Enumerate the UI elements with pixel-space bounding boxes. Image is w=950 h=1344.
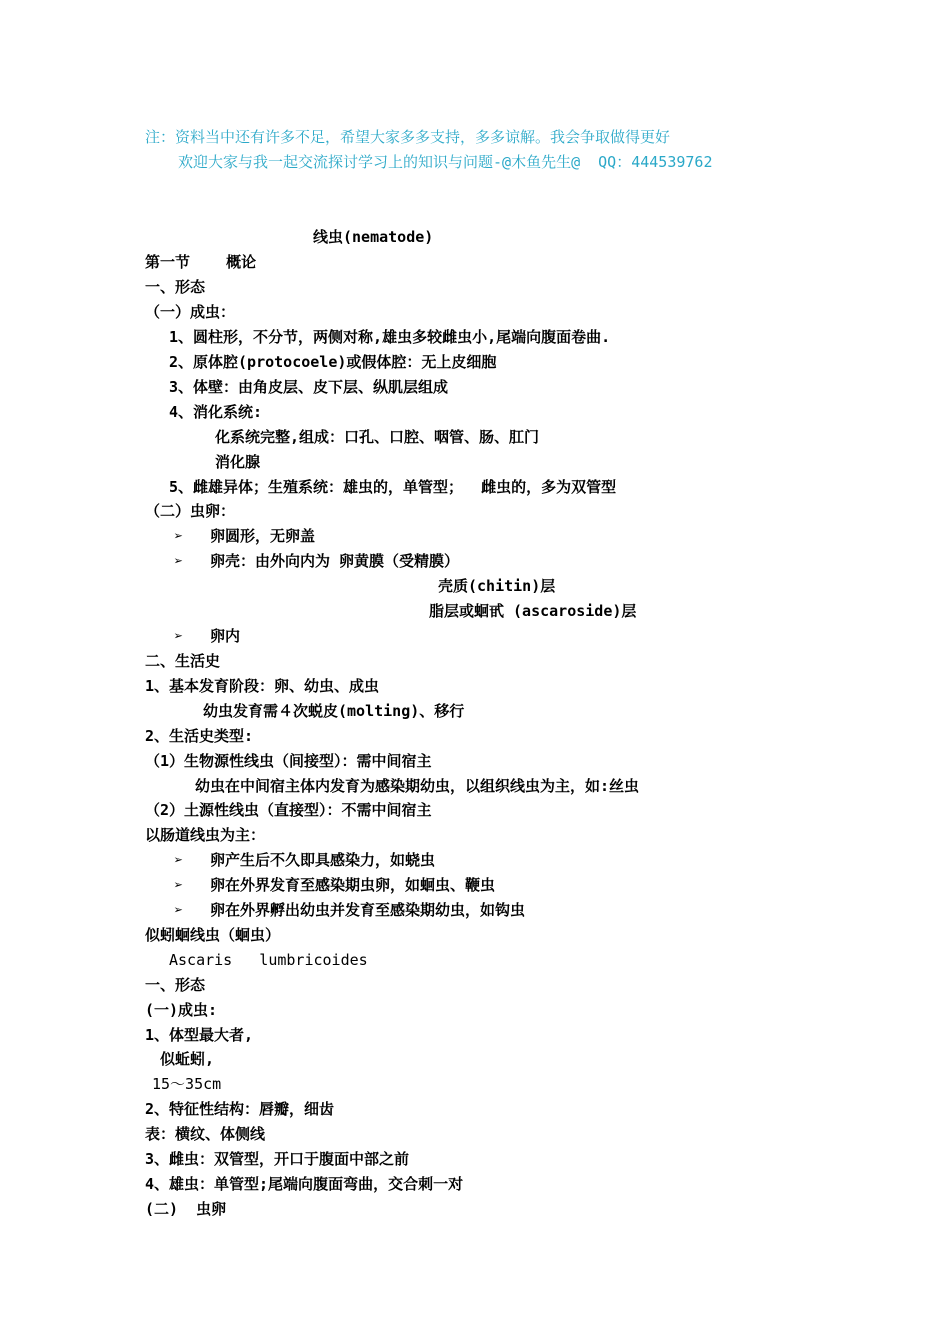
subheading-adult: （一）成虫： bbox=[145, 303, 236, 321]
text-line: 2、生活史类型: bbox=[145, 727, 254, 745]
text-line: 4、雄虫：单管型;尾端向腹面弯曲，交合刺一对 bbox=[145, 1175, 464, 1193]
text-line: 2、原体腔(protocoele)或假体腔：无上皮细胞 bbox=[169, 353, 497, 371]
text-line: 似蚯蚓, bbox=[160, 1050, 215, 1068]
note-line-1: 注：资料当中还有许多不足，希望大家多多支持，多多谅解。我会争取做得更好 bbox=[145, 128, 671, 146]
heading-ascaris: 似蚓蛔线虫（蛔虫） bbox=[145, 926, 281, 944]
subheading-adult-2: (一)成虫: bbox=[145, 1001, 218, 1019]
subheading-egg-2: (二) 虫卵 bbox=[145, 1200, 227, 1218]
bullet-item: ➢ 卵壳：由外向内为 卵黄膜（受精膜） bbox=[174, 551, 459, 571]
text-line: 化系统完整,组成：口孔、口腔、咽管、肠、肛门 bbox=[215, 428, 540, 446]
heading-morphology: 一、形态 bbox=[145, 278, 206, 296]
bullet-item: ➢ 卵圆形，无卵盖 bbox=[174, 526, 315, 546]
text-line: 4、消化系统: bbox=[169, 403, 263, 421]
bullet-item: ➢ 卵内 bbox=[174, 626, 240, 646]
text-line: （2）土源性线虫（直接型）：不需中间宿主 bbox=[145, 801, 432, 819]
text-line: 脂层或蛔甙 (ascaroside)层 bbox=[429, 602, 637, 620]
text-line: 2、特征性结构：唇瓣，细齿 bbox=[145, 1100, 335, 1118]
text-line: 幼虫在中间宿主体内发育为感染期幼虫，以组织线虫为主，如:丝虫 bbox=[195, 777, 640, 795]
text-line: 1、体型最大者, bbox=[145, 1026, 254, 1044]
text-line: 3、体壁：由角皮层、皮下层、纵肌层组成 bbox=[169, 378, 449, 396]
note-line-2: 欢迎大家与我一起交流探讨学习上的知识与问题-@木鱼先生@ QQ：444539762 bbox=[178, 153, 713, 171]
latin-name: Ascaris lumbricoides bbox=[169, 951, 368, 969]
text-line: 表：横纹、体侧线 bbox=[145, 1125, 266, 1143]
text-line: 5、雌雄异体；生殖系统：雄虫的，单管型； 雌虫的，多为双管型 bbox=[169, 478, 617, 496]
heading-life-history: 二、生活史 bbox=[145, 652, 221, 670]
text-line: 以肠道线虫为主： bbox=[145, 826, 266, 844]
heading-morphology-2: 一、形态 bbox=[145, 976, 206, 994]
text-line: 15～35cm bbox=[152, 1075, 222, 1093]
doc-title: 线虫(nematode) bbox=[313, 228, 434, 246]
section-heading: 第一节 概论 bbox=[145, 253, 257, 271]
subheading-egg: （二）虫卵： bbox=[145, 502, 236, 520]
bullet-item: ➢ 卵在外界发育至感染期虫卵，如蛔虫、鞭虫 bbox=[174, 875, 495, 895]
text-line: 幼虫发育需４次蜕皮(molting)、移行 bbox=[203, 702, 465, 720]
text-line: 壳质(chitin)层 bbox=[438, 577, 556, 595]
text-line: 1、基本发育阶段：卵、幼虫、成虫 bbox=[145, 677, 380, 695]
text-line: 3、雌虫：双管型，开口于腹面中部之前 bbox=[145, 1150, 410, 1168]
text-line: 1、圆柱形，不分节，两侧对称,雄虫多较雌虫小,尾端向腹面卷曲. bbox=[169, 328, 611, 346]
text-line: 消化腺 bbox=[215, 453, 261, 471]
bullet-item: ➢ 卵在外界孵出幼虫并发育至感染期幼虫，如钩虫 bbox=[174, 900, 525, 920]
bullet-item: ➢ 卵产生后不久即具感染力，如蛲虫 bbox=[174, 850, 435, 870]
text-line: （1）生物源性线虫（间接型）：需中间宿主 bbox=[145, 752, 432, 770]
